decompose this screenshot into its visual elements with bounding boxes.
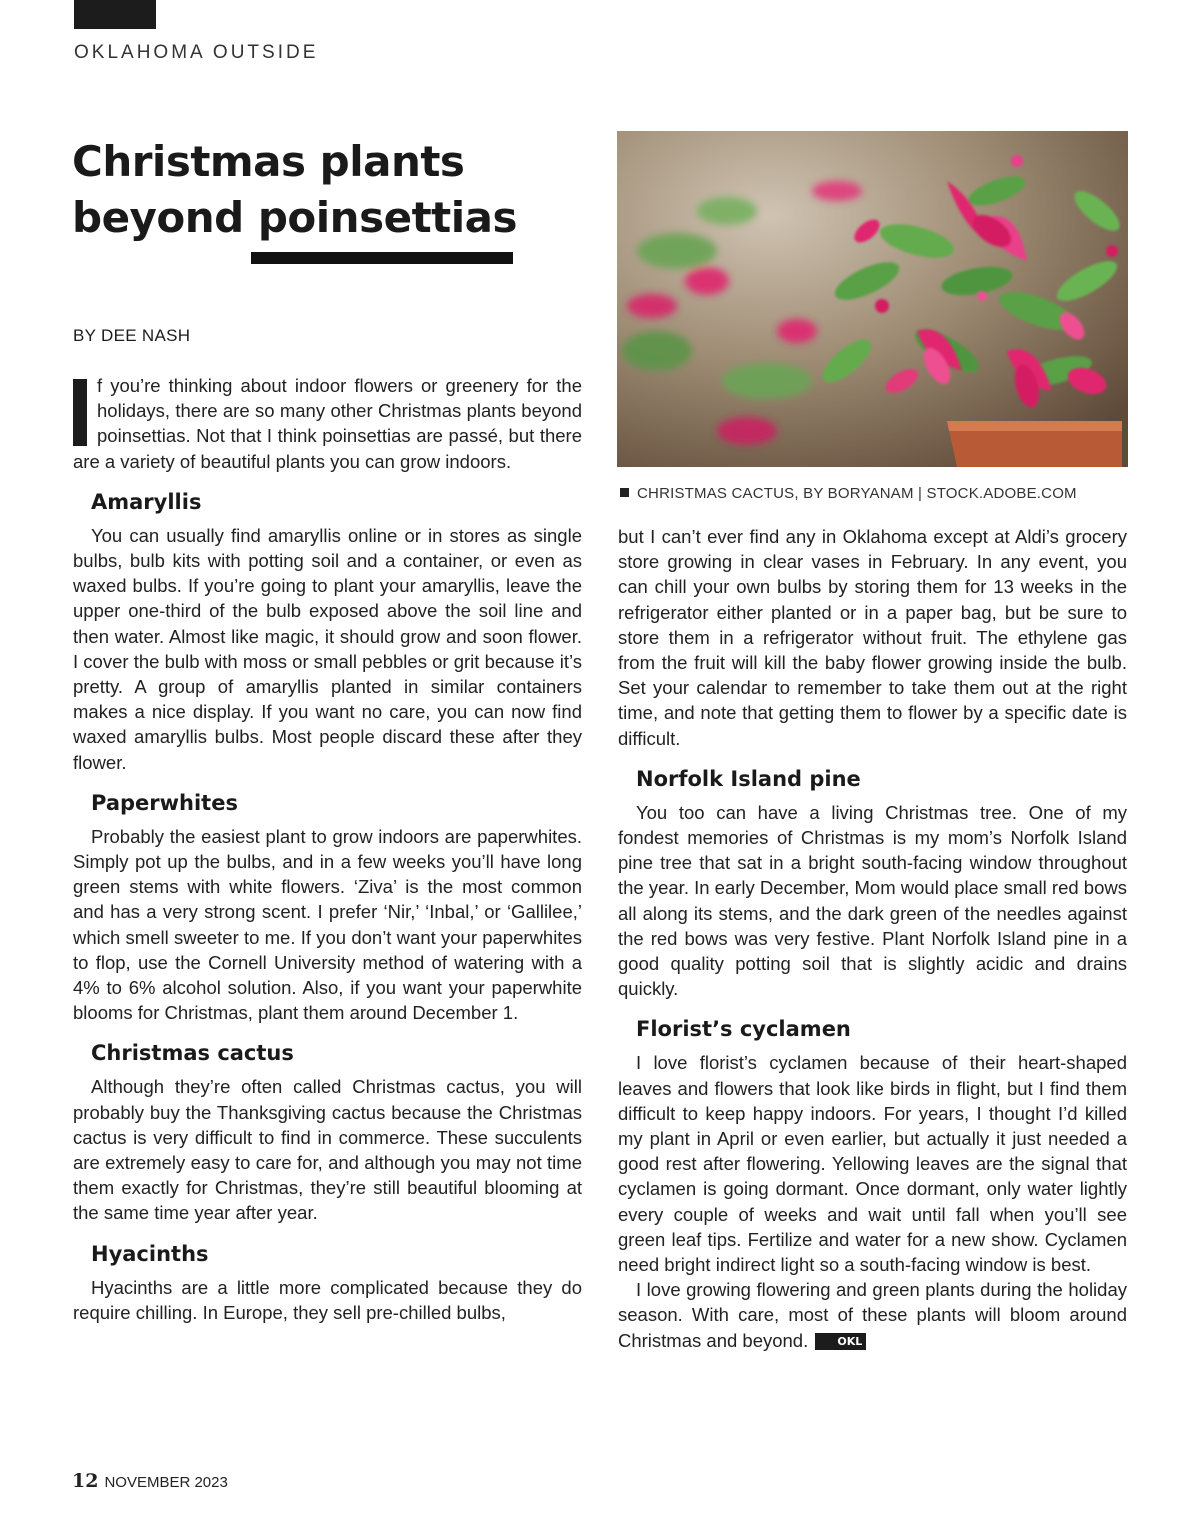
- caption-square-icon: [620, 488, 629, 497]
- body-hyacinths: Hyacinths are a little more complicated because they do require chilling. In Europe, they sell pre-chilled bulbs,: [73, 1276, 582, 1323]
- top-black-bar: [74, 0, 156, 29]
- christmas-cactus-illustration: [617, 131, 1128, 467]
- body-christmas-cactus: Although they’re often called Christmas cactus, you will probably buy the Thanksgiving cactus because the Christmas cactus is very difficult to find in commerce. These succulents are extremely easy to care for, and although you may not time them exactly for Christmas, they’re still beautiful blooming at the same time year after year.: [73, 1076, 582, 1224]
- photo-caption: [620, 485, 1077, 502]
- body-hyacinths-continued: but I can’t ever find any in Oklahoma except at Aldi’s grocery store growing in clear vases in February. In any event, you can chill your own bulbs by storing them for 13 weeks in the refrigerator either planted or in a paper bag, but be sure to store them in a refrigerator without fruit. The ethylene gas from the fruit will kill the baby flower growing inside the bulb. Set your calendar to remember to take them out at the right time, and note that getting them to flower by a specific date is difficult.: [618, 526, 1127, 749]
- heading-florists-cyclamen: Florist’s cyclamen: [636, 1017, 851, 1042]
- christmas-cactus-photo: [617, 131, 1128, 467]
- page-footer: [72, 1470, 228, 1492]
- caption-text: CHRISTMAS CACTUS, BY BORYANAM | STOCK.ADOBE.COM: [637, 485, 1077, 502]
- body-norfolk-island-pine: You too can have a living Christmas tree. One of my fondest memories of Christmas is my mom’s Norfolk Island pine tree that sat in a bright south-facing window throughout the year. In early December, Mom would place small red bows all along its stems, and the dark green of the needles against the red bows was very festive. Plant Norfolk Island pine in a good quality potting soil that is slightly acidic and drains quickly.: [618, 801, 1127, 1000]
- heading-christmas-cactus: Christmas cactus: [91, 1041, 294, 1066]
- article-title: [72, 134, 542, 246]
- body-paperwhites: Probably the easiest plant to grow indoors are paperwhites. Simply pot up the bulbs, and in a few weeks you’ll have long green stems with white flowers. ‘Ziva’ is the most common and has a very strong scent. I prefer ‘Nir,’ ‘Inbal,’ or ‘Gallilee,’ which smell sweeter to me. If you don’t want your paperwhites to flop, use the Cornell University method of watering with a 4% to 6% alcohol solution. Also, if you want your paperwhite blooms for Christmas, plant them around December 1.: [73, 825, 582, 1024]
- dropcap-i: [73, 379, 87, 446]
- heading-hyacinths: Hyacinths: [91, 1241, 209, 1266]
- closing-text: I love growing flowering and green plants during the holiday season. With care, most of these plants will bloom around Christmas and beyond.: [618, 1279, 1127, 1351]
- intro-text: f you’re thinking about indoor flowers or greenery for the holidays, there are so many other Christmas plants beyond poinsettias. Not that I think poinsettias are passé, but there are a variety of beautiful plants you can grow indoors.: [73, 375, 582, 472]
- body-florists-cyclamen: I love florist’s cyclamen because of their heart-shaped leaves and flowers that look like birds in flight, but I find them difficult to keep happy indoors. For years, I thought I’d killed my plant in April or even earlier, but actually it just needed a good rest after flowering. Yellowing leaves are the signal that cyclamen is going dormant. Once dormant, only water lightly every couple of weeks and wait until fall when you’ll see green leaf tips. Fertilize and water for a new show. Cyclamen need bright indirect light so a south-facing window is best.: [618, 1052, 1127, 1276]
- okl-end-badge: OKL: [815, 1333, 866, 1350]
- section-label: OKLAHOMA OUTSIDE: [74, 42, 319, 63]
- intro-paragraph: [73, 373, 582, 474]
- body-amaryllis: You can usually find amaryllis online or in stores as single bulbs, bulb kits with potting soil and a container, or even as waxed bulbs. If you’re going to plant your amaryllis, leave the upper one-third of the bulb exposed above the soil line and then water. Almost like magic, it should grow and soon flower. I cover the bulb with moss or small pebbles or grit because it’s pretty. A group of amaryllis planted in similar containers makes a nice display. If you want no care, you can now find waxed amaryllis bulbs. Most people discard these after they flower.: [73, 524, 582, 773]
- title-underline: [251, 252, 513, 264]
- heading-amaryllis: Amaryllis: [91, 489, 202, 514]
- page-number: 12: [72, 1470, 99, 1492]
- heading-norfolk-island-pine: Norfolk Island pine: [636, 766, 861, 791]
- heading-paperwhites: Paperwhites: [91, 790, 238, 815]
- closing-paragraph: [618, 1277, 1127, 1353]
- title-line-1: Christmas plants: [72, 137, 465, 186]
- left-column: [73, 373, 582, 1325]
- byline: BY DEE NASH: [73, 326, 191, 345]
- right-column: [618, 524, 1127, 1353]
- issue-date: NOVEMBER 2023: [104, 1474, 228, 1491]
- title-line-2: beyond poinsettias: [72, 193, 517, 242]
